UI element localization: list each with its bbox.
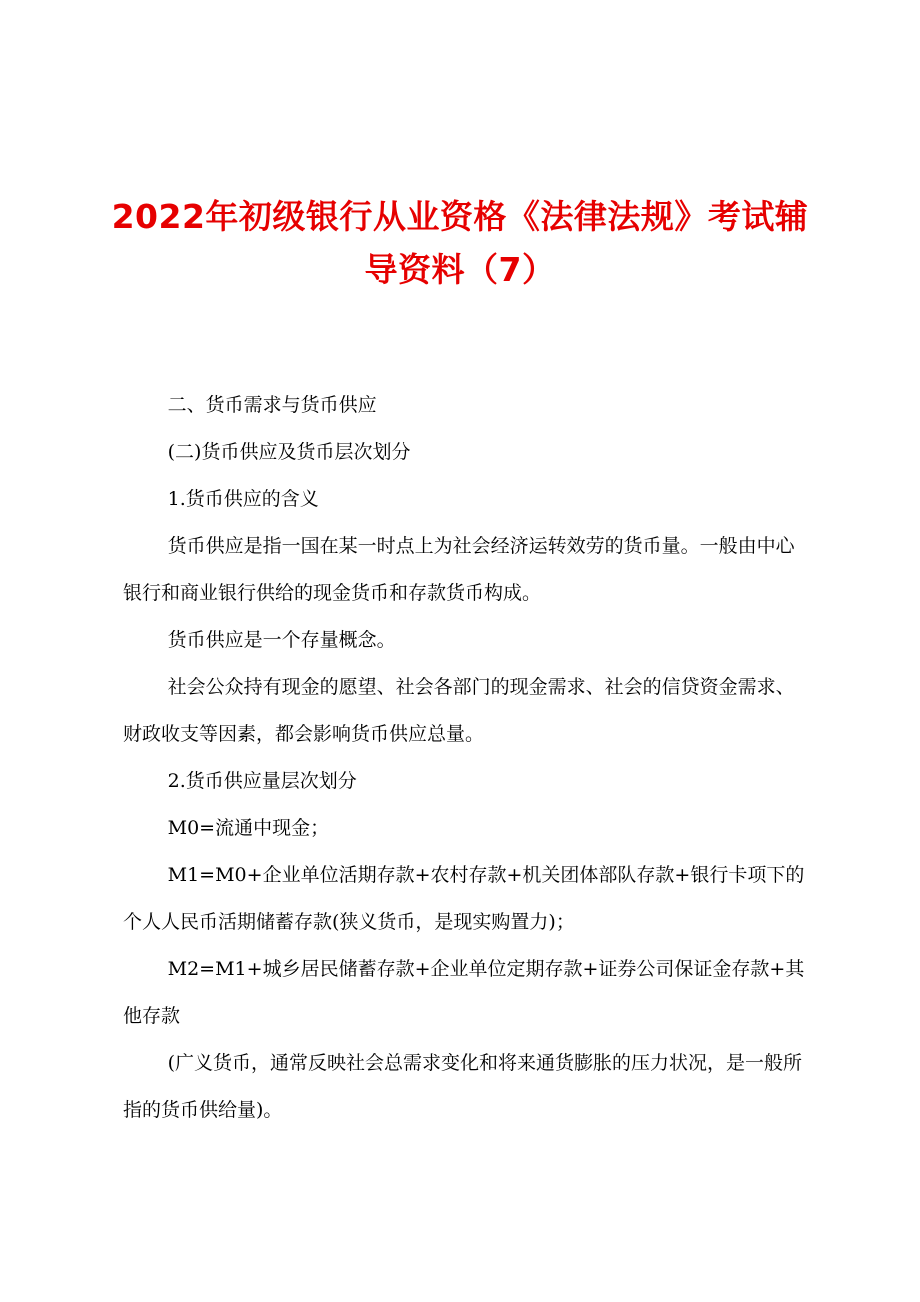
paragraph-factors: 社会公众持有现金的愿望、社会各部门的现金需求、社会的信贷资金需求、财政收支等因素，都会影响货币供应总量。 xyxy=(123,676,795,745)
paragraph-definition: 货币供应是指一国在某一时点上为社会经济运转效劳的货币量。一般由中心银行和商业银行供给的现金货币和存款货币构成。 xyxy=(123,535,795,604)
subsection-heading: (二)货币供应及货币层次划分 xyxy=(167,441,411,463)
paragraph-broad-money: (广义货币，通常反映社会总需求变化和将来通货膨胀的压力状况，是一般所指的货币供给量)。 xyxy=(123,1052,803,1121)
section-heading: 二、货币需求与货币供应 xyxy=(167,394,377,416)
paragraph-m0: M0=流通中现金； xyxy=(167,817,330,839)
document-body xyxy=(123,382,813,1134)
paragraph-stock-concept: 货币供应是一个存量概念。 xyxy=(167,629,396,651)
item-heading-1: 1.货币供应的含义 xyxy=(167,488,319,510)
item-heading-2: 2.货币供应量层次划分 xyxy=(167,770,357,792)
document-title xyxy=(110,190,810,296)
title-line-2: 导资料（7） xyxy=(364,250,556,289)
title-line-1: 2022年初级银行从业资格《法律法规》考试辅 xyxy=(111,197,809,236)
paragraph-m1: M1=M0+企业单位活期存款+农村存款+机关团体部队存款+银行卡项下的个人人民币活期储蓄存款(狭义货币，是现实购置力)； xyxy=(123,864,805,933)
paragraph-m2: M2=M1+城乡居民储蓄存款+企业单位定期存款+证券公司保证金存款+其他存款 xyxy=(123,958,805,1027)
